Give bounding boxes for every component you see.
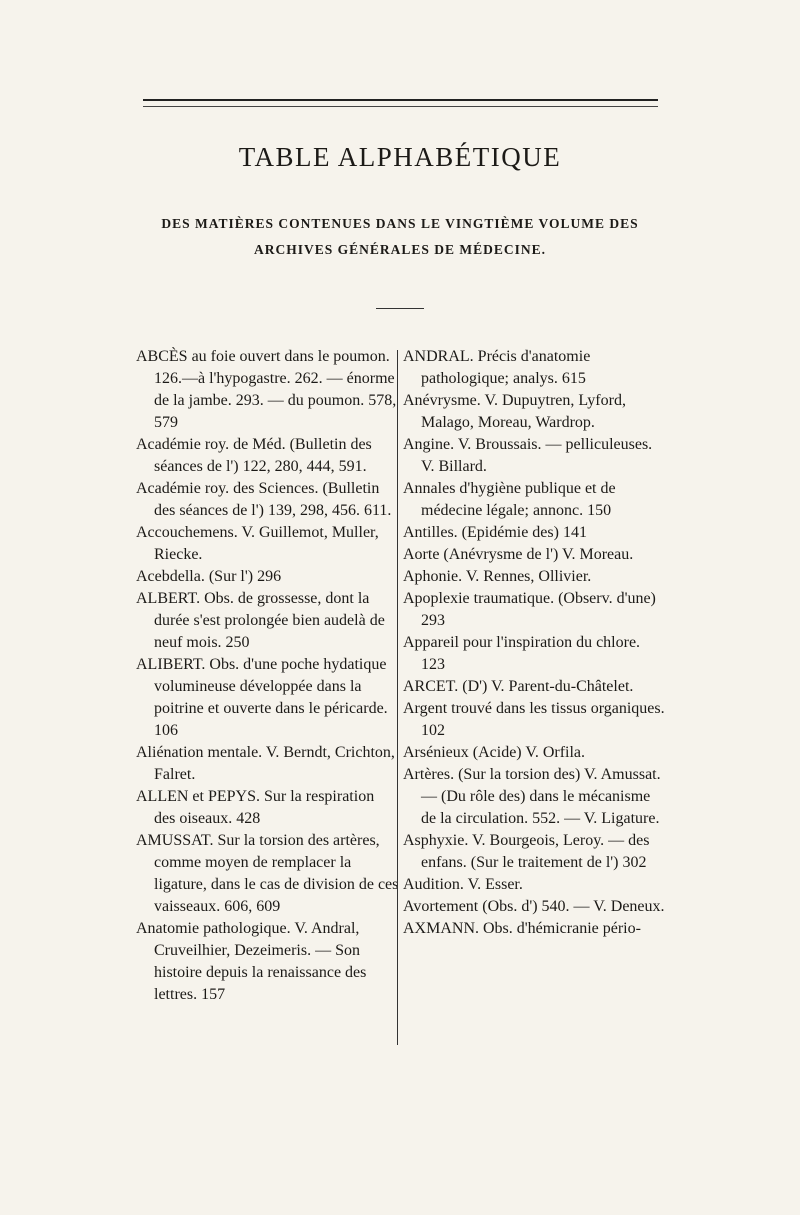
index-entry: AXMANN. Obs. d'hémicranie pério- xyxy=(403,920,641,937)
index-entry: Aliénation mentale. V. Berndt, Crichton, Falret. xyxy=(136,744,395,783)
index-entry: ANDRAL. Précis d'anatomie pathologique; analys. 615 xyxy=(403,348,591,387)
left-column xyxy=(136,346,399,1006)
index-entry: Aorte (Anévrysme de l') V. Moreau. xyxy=(403,546,634,563)
index-entry: Annales d'hygiène publique et de médecine légale; annonc. 150 xyxy=(403,480,616,519)
index-entry: ARCET. (D') V. Parent-du-Châtelet. xyxy=(403,678,634,695)
index-entry: Avortement (Obs. d') 540. — V. Deneux. xyxy=(403,898,665,915)
index-entry: Appareil pour l'inspiration du chlore. 123 xyxy=(403,634,641,673)
top-rule xyxy=(143,99,658,107)
index-entry: AMUSSAT. Sur la torsion des artères, comme moyen de remplacer la ligature, dans le cas de division de ces vaisseaux. 606, 609 xyxy=(136,832,399,915)
index-entry: Angine. V. Broussais. — pelliculeuses. V. Billard. xyxy=(403,436,653,475)
index-entry: Acebdella. (Sur l') 296 xyxy=(136,568,282,585)
index-entry: Académie roy. de Méd. (Bulletin des séances de l') 122, 280, 444, 591. xyxy=(136,436,372,475)
index-entry: Argent trouvé dans les tissus organiques. 102 xyxy=(403,700,665,739)
index-entry: Anévrysme. V. Dupuytren, Lyford, Malago, Moreau, Wardrop. xyxy=(403,392,626,431)
index-entry: Apoplexie traumatique. (Observ. d'une) 293 xyxy=(403,590,656,629)
index-entry: Aphonie. V. Rennes, Ollivier. xyxy=(403,568,592,585)
section-rule xyxy=(376,308,424,309)
subtitle-line-2: ARCHIVES GÉNÉRALES DE MÉDECINE. xyxy=(253,242,547,257)
index-entry: ABCÈS au foie ouvert dans le poumon. 126.—à l'hypogastre. 262. — énorme de la jambe. 293. — du poumon. 578, 579 xyxy=(136,348,397,431)
index-entry: Audition. V. Esser. xyxy=(403,876,523,893)
column-divider xyxy=(397,350,398,1045)
index-entry: Asphyxie. V. Bourgeois, Leroy. — des enfans. (Sur le traitement de l') 302 xyxy=(403,832,650,871)
index-entry: ALLEN et PEPYS. Sur la respiration des oiseaux. 428 xyxy=(136,788,375,827)
index-entry: ALIBERT. Obs. d'une poche hydatique volumineuse développée dans la poitrine et ouverte dans le péricarde. 106 xyxy=(136,656,388,739)
index-entry: Académie roy. des Sciences. (Bulletin des séances de l') 139, 298, 456. 611. xyxy=(136,480,392,519)
subtitle-line-1: DES MATIÈRES CONTENUES DANS LE VINGTIÈME VOLUME DES xyxy=(161,216,639,231)
index-entry: Antilles. (Epidémie des) 141 xyxy=(403,524,587,541)
index-entry: Artères. (Sur la torsion des) V. Amussat. — (Du rôle des) dans le mécanisme de la circulation. 552. — V. Ligature. xyxy=(403,766,661,827)
right-column xyxy=(403,346,666,940)
index-entry: ALBERT. Obs. de grossesse, dont la durée s'est prolongée bien audelà de neuf mois. 250 xyxy=(136,590,385,651)
index-entry: Anatomie pathologique. V. Andral, Cruveilhier, Dezeimeris. — Son histoire depuis la renaissance des lettres. 157 xyxy=(136,920,367,1003)
index-entry: Accouchemens. V. Guillemot, Muller, Riecke. xyxy=(136,524,379,563)
index-entry: Arsénieux (Acide) V. Orfila. xyxy=(403,744,586,761)
page-title: TABLE ALPHABÉTIQUE xyxy=(238,142,562,172)
